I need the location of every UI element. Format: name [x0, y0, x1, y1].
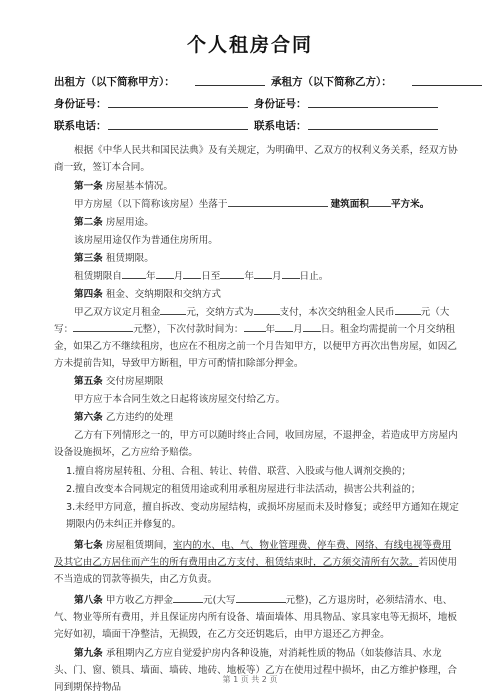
- end-year-field[interactable]: [220, 269, 244, 279]
- lessor-name-field[interactable]: [195, 85, 265, 86]
- lessor-id-field[interactable]: [108, 107, 248, 108]
- article-4-title: 租金、交纳期限和交纳方式: [105, 289, 221, 300]
- preamble: 根据《中华人民共和国民法典》及有关规定，为明确甲、乙双方的权利义务关系，经双方协商一致，签订本合同。: [54, 145, 458, 173]
- article-7-penalty: 若因使用不当造成的罚款等损失，由乙方负责。: [54, 557, 457, 585]
- next-day-field[interactable]: [303, 322, 321, 332]
- article-5-title: 交付房屋期限: [105, 376, 164, 387]
- current-payment-field[interactable]: [395, 305, 421, 315]
- deposit-label: 甲方收乙方押金: [105, 595, 173, 606]
- month-label: 月: [173, 271, 184, 282]
- article-3-title: 租赁期限。: [105, 253, 154, 264]
- article-4-terms: 日。租金均需提前一个月交纳租金，如果乙方不继续租房，也应在不租房之前一个月告知甲方，以便甲方再次出售房屋，如因乙方未提前告知，导致甲方断租，甲方可酌情扣除部分押金。: [54, 324, 457, 369]
- month-label: 月: [271, 271, 282, 282]
- end-day-field[interactable]: [282, 269, 300, 279]
- area-label: 建筑面积: [330, 199, 369, 210]
- article-9-number: 第九条: [74, 648, 103, 659]
- year-label: 年: [145, 271, 156, 282]
- lessee-phone-field[interactable]: [308, 129, 438, 130]
- article-9-terms: 承租期内乙方应自觉爱护房内各种设施，对消耗性质的物品（如装修洁具、水龙头、门、窗、锁具、墙面、墙砖、地砖、地板等）乙方在使用过程中损坏，由乙方维护修理，合同到期保持物品: [54, 648, 457, 693]
- article-1-title: 房屋基本情况。: [105, 181, 173, 192]
- area-field[interactable]: [369, 197, 391, 207]
- next-year-field[interactable]: [244, 322, 266, 332]
- article-8-body: [54, 592, 460, 643]
- location-field[interactable]: [228, 197, 328, 207]
- document-title: 个人租房合同: [186, 34, 313, 56]
- article-2-number: 第二条: [74, 217, 103, 228]
- lessor-id-label: 身份证号：: [54, 98, 107, 110]
- lessee-id-field[interactable]: [308, 107, 438, 108]
- article-6-title: 乙方违约的处理: [105, 412, 173, 423]
- article-2-heading: [74, 214, 480, 231]
- payment-method-field[interactable]: [254, 305, 280, 315]
- article-5-number: 第五条: [74, 376, 103, 387]
- lessor-phone-field[interactable]: [108, 129, 248, 130]
- article-6-number: 第六条: [74, 412, 103, 423]
- year-label: 年: [265, 324, 276, 335]
- article-6-heading: [74, 409, 480, 426]
- article-3-heading: [74, 250, 480, 267]
- article-4-number: 第四条: [74, 289, 103, 300]
- lessor-phone-label: 联系电话：: [54, 120, 107, 132]
- day-end-label: 日止。: [299, 271, 329, 282]
- article-6-item-1: 1.擅自将房屋转租、分租、合租、转让、转借、联营、入股或与他人调剂交换的；: [66, 466, 411, 477]
- lease-period-label: 租赁期限自: [74, 271, 122, 282]
- article-7-number: 第七条: [74, 540, 103, 551]
- article-4-body: [54, 304, 464, 372]
- monthly-rent-field[interactable]: [160, 305, 186, 315]
- article-7-body: [54, 537, 460, 588]
- article-1-heading: [74, 178, 480, 195]
- next-payment-label: 元整），下次付款时间为：: [133, 324, 244, 335]
- lessee-phone-label: 联系电话：: [254, 120, 307, 132]
- article-5-heading: [74, 373, 480, 390]
- article-3-body: [74, 268, 480, 285]
- article-7-intro: 房屋租赁期间，: [105, 540, 173, 551]
- deposit-words-label: 元(大写: [203, 595, 236, 606]
- lessee-name-field[interactable]: [412, 85, 482, 86]
- page-number: 第 1 页 共 2 页: [222, 675, 278, 684]
- article-7-underlined-terms: 室内的水、电、气、物业管理费、停车费、网络、有线电视等费用及其它由乙方居住而产生的所有费用由乙方支付，租赁结束时，乙方须交清所有欠款。: [54, 540, 452, 568]
- article-5-body: 甲方应于本合同生效之日起将该房屋交付给乙方。: [74, 394, 286, 405]
- amount-words-field[interactable]: [73, 322, 133, 332]
- start-day-field[interactable]: [183, 269, 201, 279]
- article-8-number: 第八条: [74, 595, 103, 606]
- next-month-field[interactable]: [275, 322, 293, 332]
- article-6-item-2: 2.擅自改变本合同规定的租赁用途或利用承租房屋进行非法活动，损害公共利益的；: [66, 484, 421, 495]
- article-2-body: 该房屋用途仅作为普通住房所用。: [74, 235, 218, 246]
- day-to-label: 日至: [201, 271, 221, 282]
- end-month-field[interactable]: [254, 269, 272, 279]
- lessee-label: 承租方（以下简称乙方）：: [271, 76, 392, 88]
- start-year-field[interactable]: [122, 269, 146, 279]
- month-label: 月: [293, 324, 303, 335]
- current-payment-label: 支付，本次交纳租金人民币: [279, 307, 395, 318]
- article-8-terms: 元整)，乙方退房时，必须结清水、电、气、物业等所有费用，并且保证房内所有设备、墙面墙体、用具物品、家具家电等无损坏，地板完好如初，墙面干净整洁，无损毁，在乙方交还钥匙后，由甲方退还乙方押金。: [54, 595, 457, 640]
- lessor-label: 出租方（以下简称甲方）：: [54, 76, 175, 88]
- deposit-words-field[interactable]: [236, 593, 286, 603]
- amount-words-label: 元（大写：: [54, 307, 450, 335]
- article-6-body: 乙方有下列情形之一的，甲方可以随时终止合同，收回房屋，不退押金，若造成甲方房屋内设备设施损坏，乙方应给予赔偿。: [54, 430, 458, 458]
- payment-method-label: 元，交纳方式为: [186, 307, 254, 318]
- article-1-body: [74, 196, 464, 213]
- area-unit: 平方米。: [390, 199, 430, 210]
- year-label: 年: [244, 271, 254, 282]
- article-4-heading: [74, 286, 480, 303]
- article-1-number: 第一条: [74, 181, 103, 192]
- rent-label: 甲乙双方议定月租金: [74, 307, 161, 318]
- lessee-id-label: 身份证号：: [254, 98, 307, 110]
- article-1-location-label: 甲方房屋（以下简称该房屋）坐落于: [74, 199, 228, 210]
- article-3-number: 第三条: [74, 253, 103, 264]
- start-month-field[interactable]: [156, 269, 174, 279]
- deposit-field[interactable]: [173, 593, 203, 603]
- article-6-item-3: 3.未经甲方同意，擅自拆改、变动房屋结构，或损坏房屋而未及时修复；或经甲方通知在规定期限内仍未纠正并修复的。: [66, 502, 459, 530]
- article-2-title: 房屋用途。: [105, 217, 154, 228]
